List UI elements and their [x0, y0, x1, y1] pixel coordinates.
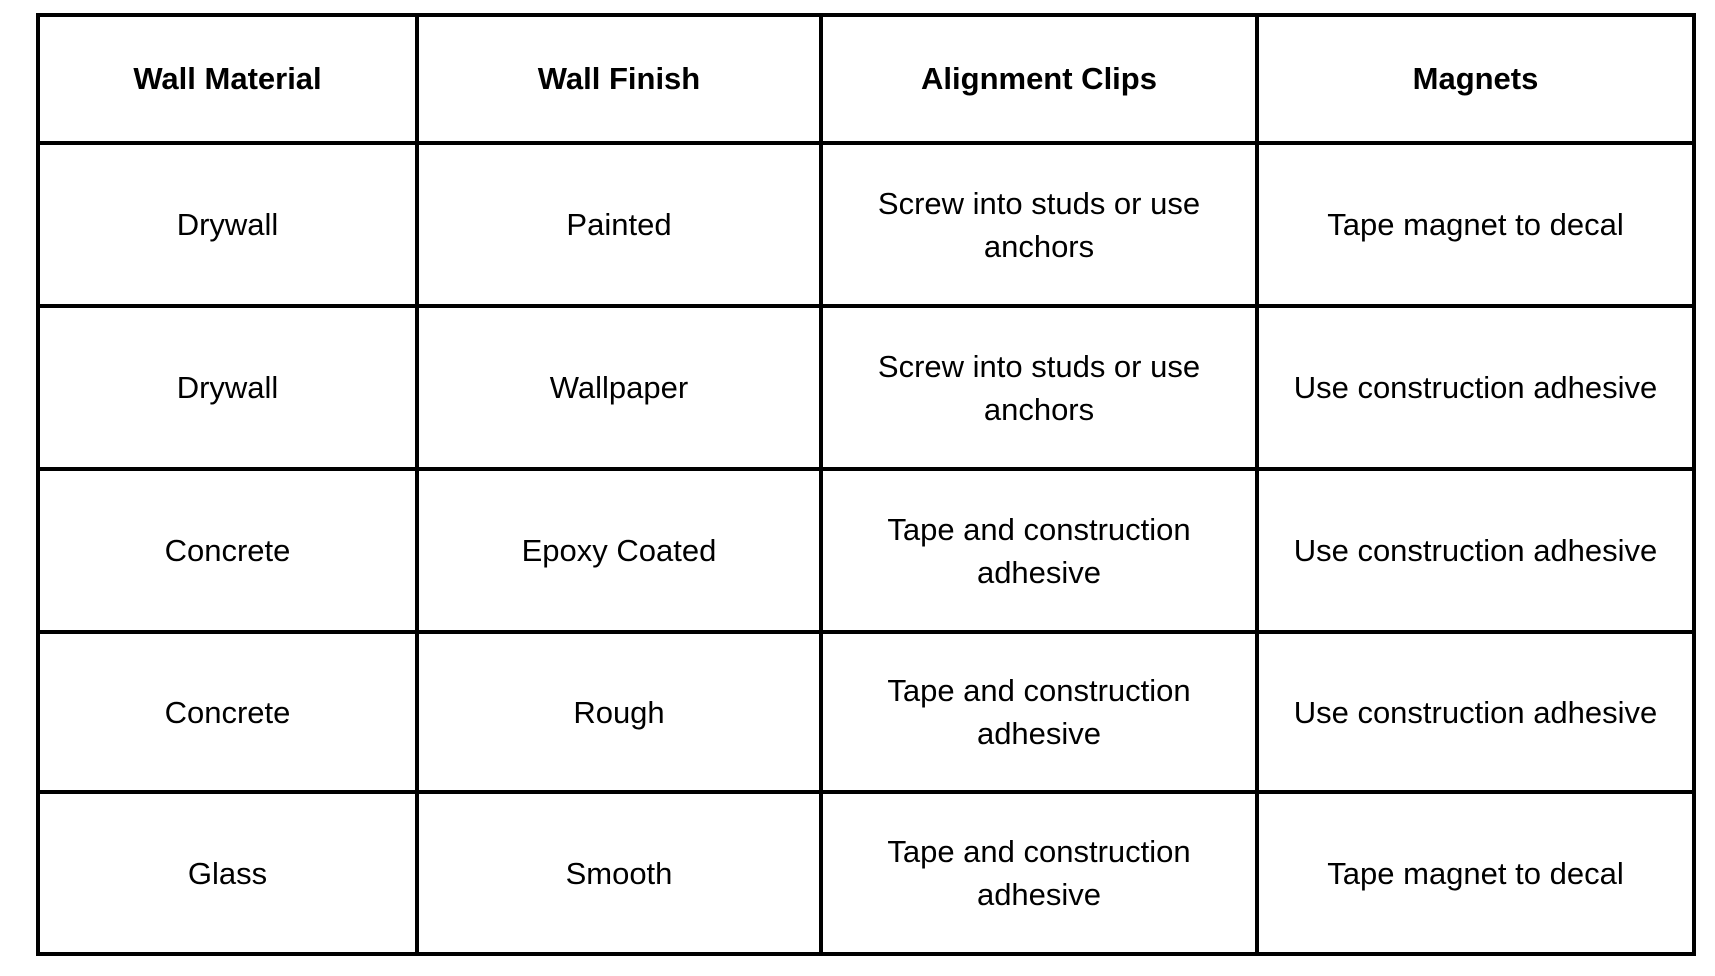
- header-magnets: Magnets: [1257, 15, 1694, 143]
- cell-wall-material: Drywall: [38, 143, 417, 306]
- cell-wall-material: Drywall: [38, 306, 417, 469]
- cell-wall-material: Glass: [38, 792, 417, 954]
- table-container: [36, 13, 1692, 956]
- table-row: [38, 469, 1694, 632]
- table-row: [38, 792, 1694, 954]
- cell-alignment-clips: Tape and construction adhesive: [821, 792, 1257, 954]
- cell-wall-finish: Painted: [417, 143, 821, 306]
- cell-magnets: Use construction adhesive: [1257, 632, 1694, 792]
- cell-alignment-clips: Screw into studs or use anchors: [821, 306, 1257, 469]
- cell-alignment-clips: Tape and construction adhesive: [821, 632, 1257, 792]
- cell-wall-finish: Epoxy Coated: [417, 469, 821, 632]
- table-row: [38, 306, 1694, 469]
- cell-wall-material: Concrete: [38, 469, 417, 632]
- mounting-table: [36, 13, 1696, 956]
- header-wall-finish: Wall Finish: [417, 15, 821, 143]
- cell-wall-finish: Smooth: [417, 792, 821, 954]
- header-alignment-clips: Alignment Clips: [821, 15, 1257, 143]
- cell-alignment-clips: Screw into studs or use anchors: [821, 143, 1257, 306]
- cell-magnets: Use construction adhesive: [1257, 306, 1694, 469]
- table-row: [38, 143, 1694, 306]
- cell-wall-finish: Wallpaper: [417, 306, 821, 469]
- cell-alignment-clips: Tape and construction adhesive: [821, 469, 1257, 632]
- cell-wall-finish: Rough: [417, 632, 821, 792]
- table-row: [38, 632, 1694, 792]
- cell-wall-material: Concrete: [38, 632, 417, 792]
- cell-magnets: Tape magnet to decal: [1257, 792, 1694, 954]
- cell-magnets: Use construction adhesive: [1257, 469, 1694, 632]
- header-row: [38, 15, 1694, 143]
- cell-magnets: Tape magnet to decal: [1257, 143, 1694, 306]
- header-wall-material: Wall Material: [38, 15, 417, 143]
